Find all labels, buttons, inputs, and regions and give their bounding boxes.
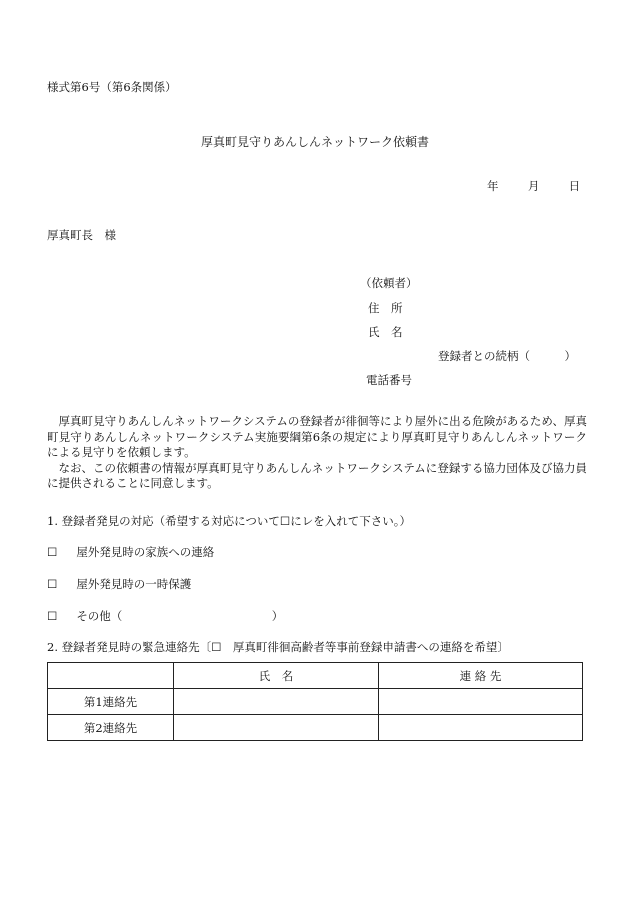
contact-info-cell[interactable] — [379, 689, 583, 715]
row-label: 第2連絡先 — [48, 715, 174, 741]
header-blank — [48, 663, 174, 689]
request-body — [47, 414, 587, 492]
contact-name-cell[interactable] — [174, 715, 379, 741]
row-label: 第1連絡先 — [48, 689, 174, 715]
emergency-contact-table — [47, 662, 583, 741]
table-row — [48, 689, 583, 715]
option-other[interactable] — [47, 611, 283, 623]
option-label: その他（ ） — [76, 609, 284, 623]
option-family-contact[interactable] — [47, 547, 214, 559]
section-1-heading: 1. 登録者発見の対応（希望する対応について☐にレを入れて下さい。） — [47, 514, 411, 528]
relation-label: 登録者との続柄（ ） — [438, 349, 576, 363]
checkbox-icon[interactable]: ☐ — [47, 545, 58, 559]
section-2-heading: 2. 登録者発見時の緊急連絡先〔☐ 厚真町徘徊高齢者等事前登録申請書への連絡を希望〕 — [47, 640, 509, 654]
contact-info-cell[interactable] — [379, 715, 583, 741]
address-label: 住 所 — [368, 301, 403, 315]
checkbox-icon[interactable]: ☐ — [47, 609, 58, 623]
requester-heading: （依頼者） — [360, 276, 418, 290]
addressee: 厚真町長 様 — [47, 228, 116, 242]
date-line — [487, 181, 580, 193]
name-label: 氏 名 — [368, 325, 403, 339]
date-month: 月 — [527, 179, 540, 193]
checkbox-icon[interactable]: ☐ — [47, 577, 58, 591]
document-title: 厚真町見守りあんしんネットワーク依頼書 — [200, 135, 429, 149]
option-temporary-protection[interactable] — [47, 579, 191, 591]
date-day: 日 — [568, 179, 581, 193]
option-label: 屋外発見時の家族への連絡 — [76, 545, 215, 559]
date-year: 年 — [487, 179, 499, 193]
form-number: 様式第6号（第6条関係） — [47, 80, 177, 94]
phone-label: 電話番号 — [366, 373, 412, 387]
body-paragraph-1: 厚真町見守りあんしんネットワークシステムの登録者が徘徊等により屋外に出る危険があるため、厚真町見守りあんしんネットワークシステム実施要綱第6条の規定により厚真町見守りあんしんネットワークによる見守りを依頼します。 — [47, 414, 587, 459]
table-header-row — [48, 663, 583, 689]
header-contact: 連 絡 先 — [379, 663, 583, 689]
body-paragraph-2: なお、この依頼書の情報が厚真町見守りあんしんネットワークシステムに登録する協力団体及び協力員に提供されることに同意します。 — [47, 460, 587, 490]
table-row — [48, 715, 583, 741]
header-name: 氏 名 — [174, 663, 379, 689]
contact-name-cell[interactable] — [174, 689, 379, 715]
option-label: 屋外発見時の一時保護 — [76, 577, 192, 591]
